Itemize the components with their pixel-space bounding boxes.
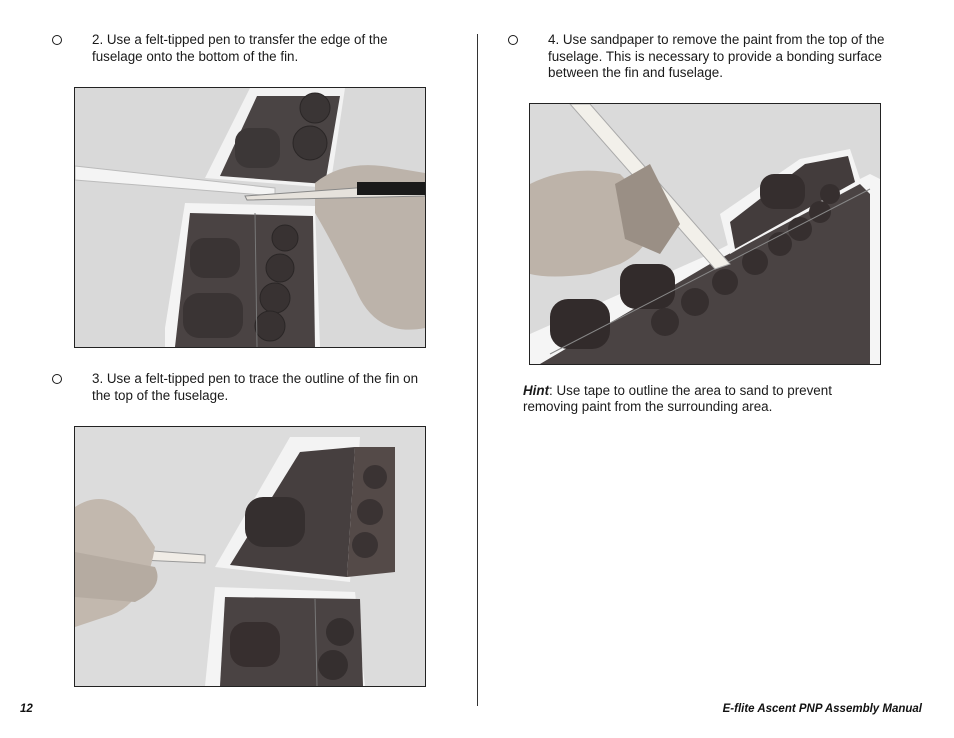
hint-text: : Use tape to outline the area to sand to prevent removing paint from the surrounding area. bbox=[523, 383, 832, 414]
step-2-text: 2. Use a felt-tipped pen to transfer the edge of the fuselage onto the bottom of the fin. bbox=[92, 32, 388, 64]
step-3-text: 3. Use a felt-tipped pen to trace the outline of the fin on the top of the fuselage. bbox=[92, 371, 419, 403]
photo-sanding-fuselage bbox=[529, 103, 881, 365]
step-4-text: 4. Use sandpaper to remove the paint from the top of the fuselage. This is necessary to provide a bonding surface between the fin and fuselage. bbox=[548, 32, 885, 80]
checkbox-bullet-icon bbox=[52, 35, 62, 45]
photo-trace-fin-outline bbox=[74, 426, 426, 687]
column-divider bbox=[477, 34, 478, 706]
checkbox-bullet-icon bbox=[52, 374, 62, 384]
manual-title: E-flite Ascent PNP Assembly Manual bbox=[722, 703, 922, 715]
hint-note bbox=[523, 383, 873, 415]
checkbox-bullet-icon bbox=[508, 35, 518, 45]
photo-pen-transfer-edge bbox=[74, 87, 426, 348]
hint-label: Hint bbox=[523, 383, 550, 398]
page-number: 12 bbox=[20, 703, 33, 715]
